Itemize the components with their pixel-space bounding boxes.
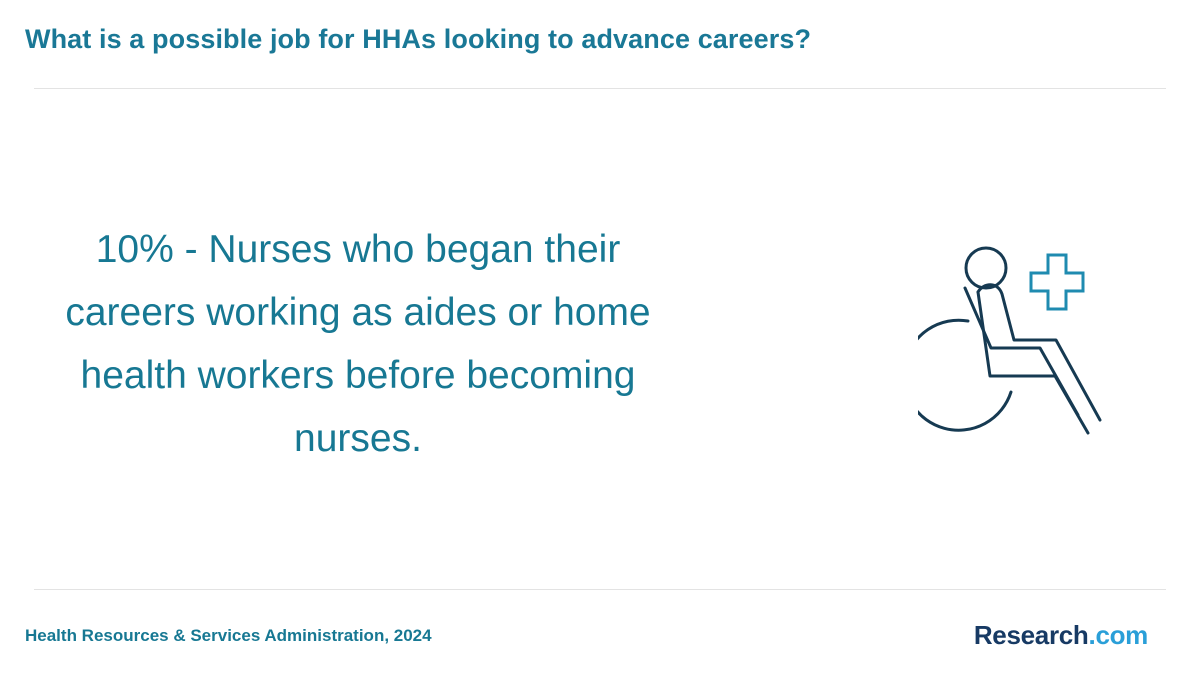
page-title: What is a possible job for HHAs looking to advance careers?: [25, 24, 812, 54]
source-citation: Health Resources & Services Administration, 2024: [25, 626, 432, 645]
brand-name: Research: [973, 620, 1089, 650]
wheelchair-user-icon: [918, 248, 1100, 433]
brand-domain: .com: [1088, 620, 1148, 650]
brand-logo: [974, 620, 1148, 651]
wheelchair-medical-icon: [918, 240, 1108, 445]
top-divider: [34, 88, 1166, 89]
medical-cross-icon: [1031, 255, 1083, 309]
bottom-divider: [34, 589, 1166, 590]
statistic-text: 10% - Nurses who began their careers working as aides or home health workers before becoming nurses.: [65, 228, 651, 460]
